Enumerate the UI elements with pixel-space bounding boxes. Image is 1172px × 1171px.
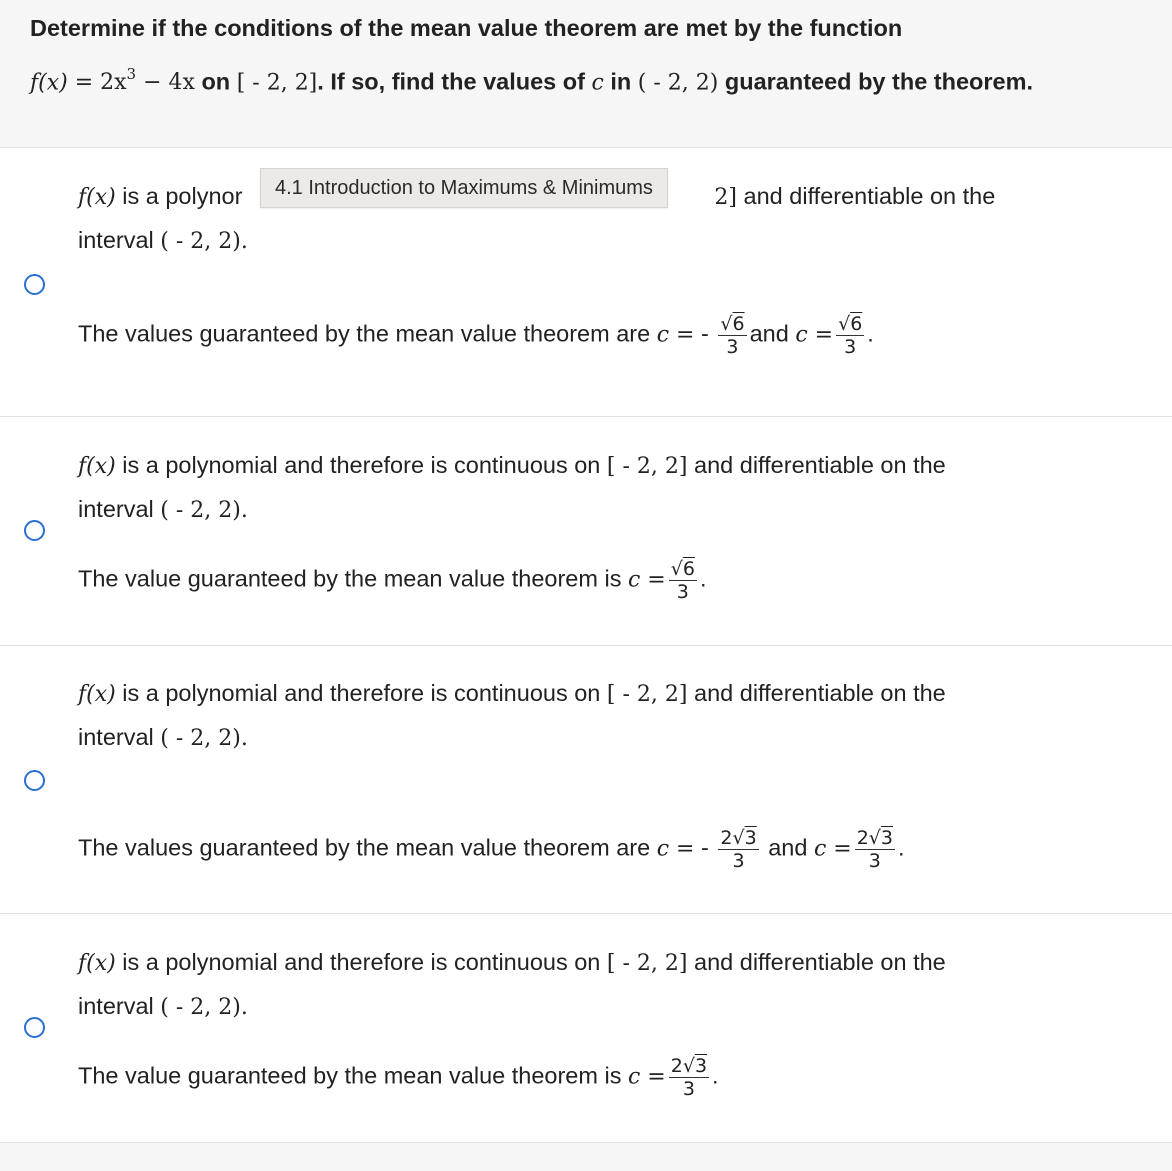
question-prompt <box>0 0 1172 148</box>
option-1-answer: The values guaranteed by the mean value theorem are c = - $\frac{√6}{3}$ and c = $\frac{√6}{3}$ . <box>78 313 874 358</box>
option-2-statement-line-1: f(x) is a polynomial and therefore is continuous on [ - 2, 2] and differentiable on the <box>78 452 946 479</box>
option-2-radio[interactable] <box>24 520 45 541</box>
question-line-2: $f(x) = 2x^3 - 4x$ on [ - 2, 2]. If so, find the values of c in ( - 2, 2) guaranteed by the theorem. <box>30 65 1034 96</box>
option-4-answer: The value guaranteed by the mean value theorem is c = $\frac{2√3}{3}$ . <box>78 1055 719 1100</box>
function-name: f(x) <box>30 70 68 96</box>
answer-option-3[interactable] <box>0 646 1172 914</box>
option-3-statement-line-1: f(x) is a polynomial and therefore is continuous on [ - 2, 2] and differentiable on the <box>78 680 946 707</box>
function-expression: = $2x^3 - 4x$ <box>67 65 195 96</box>
section-tooltip: 4.1 Introduction to Maximums & Minimums <box>260 168 668 208</box>
answer-option-4[interactable] <box>0 914 1172 1143</box>
option-4-statement-line-1: f(x) is a polynomial and therefore is continuous on [ - 2, 2] and differentiable on the <box>78 949 946 976</box>
option-3-statement-line-2: interval ( - 2, 2). <box>78 724 248 751</box>
bottom-strip <box>0 1143 1172 1171</box>
open-interval: ( - 2, 2) <box>637 70 719 96</box>
option-3-answer: The values guaranteed by the mean value theorem are c = - $\frac{2√3}{3}$ and c = $\frac{2√3}{3}$ . <box>78 827 905 872</box>
option-2-answer: The value guaranteed by the mean value theorem is c = $\frac{√6}{3}$ . <box>78 558 707 603</box>
closed-interval: [ - 2, 2] <box>236 70 318 96</box>
fraction-sqrt6-over-3: $\frac{√6}{3}$ <box>838 313 863 358</box>
option-1-radio[interactable] <box>24 274 45 295</box>
option-1-statement-line-2: interval ( - 2, 2). <box>78 227 248 254</box>
c-variable: c <box>591 70 604 96</box>
option-1-statement-line-1: f(x) is a polynor 2] and differentiable on the <box>78 183 996 210</box>
option-4-radio[interactable] <box>24 1017 45 1038</box>
fraction-2sqrt3-over-3: $\frac{2√3}{3}$ <box>856 827 893 872</box>
question-line-1: Determine if the conditions of the mean value theorem are met by the function <box>30 15 903 41</box>
fraction-neg-sqrt6-over-3: $\frac{√6}{3}$ <box>720 313 745 358</box>
option-2-statement-line-2: interval ( - 2, 2). <box>78 496 248 523</box>
answer-option-2[interactable] <box>0 417 1172 646</box>
option-3-radio[interactable] <box>24 770 45 791</box>
fraction-neg-2sqrt3-over-3: $\frac{2√3}{3}$ <box>720 827 757 872</box>
fraction-sqrt6-over-3: $\frac{√6}{3}$ <box>670 558 695 603</box>
option-4-statement-line-2: interval ( - 2, 2). <box>78 993 248 1020</box>
fraction-2sqrt3-over-3: $\frac{2√3}{3}$ <box>670 1055 708 1100</box>
